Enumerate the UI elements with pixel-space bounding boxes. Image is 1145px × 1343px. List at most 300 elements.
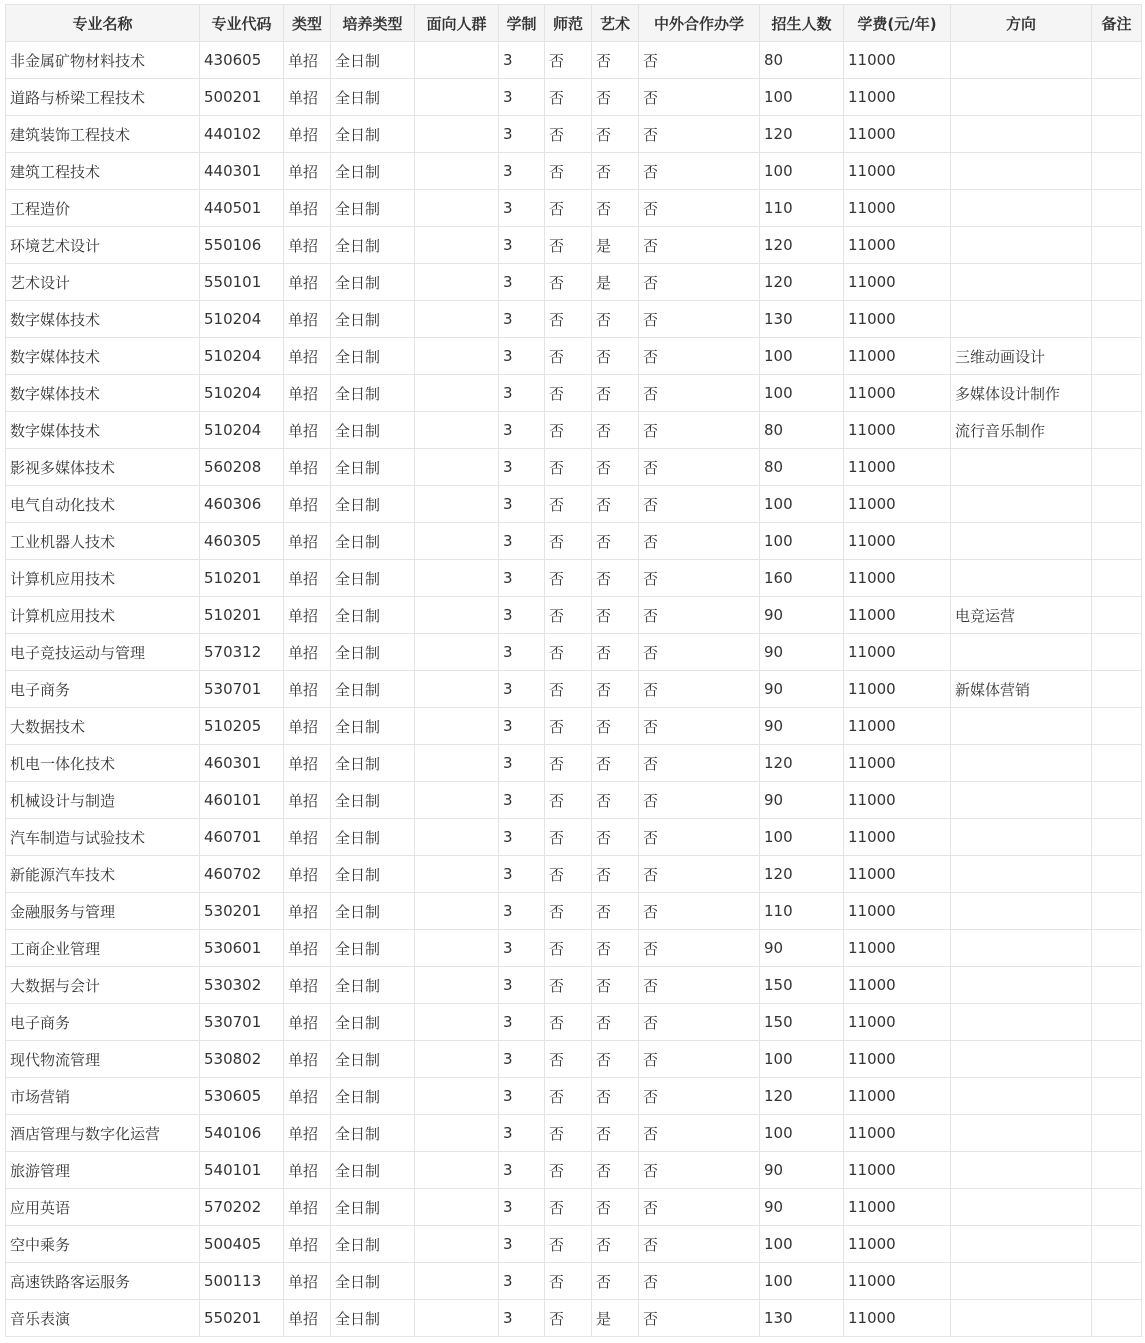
cell-quota: 100 <box>760 375 844 412</box>
cell-enroll-type: 单招 <box>284 301 331 338</box>
cell-sino-foreign: 否 <box>639 153 760 190</box>
cell-tuition: 11000 <box>844 116 951 153</box>
table-row <box>6 523 1142 560</box>
cell-enroll-type: 单招 <box>284 1226 331 1263</box>
cell-major-code: 530601 <box>200 930 284 967</box>
column-header-quota: 招生人数 <box>760 5 844 42</box>
cell-target-group <box>415 1041 499 1078</box>
cell-tuition: 11000 <box>844 1263 951 1300</box>
cell-sino-foreign: 否 <box>639 1152 760 1189</box>
cell-enroll-type: 单招 <box>284 930 331 967</box>
cell-study-mode: 全日制 <box>331 375 415 412</box>
cell-target-group <box>415 301 499 338</box>
cell-remarks <box>1092 1004 1142 1041</box>
cell-direction <box>951 856 1092 893</box>
cell-tuition: 11000 <box>844 745 951 782</box>
cell-major-code: 550101 <box>200 264 284 301</box>
cell-teacher-training: 否 <box>545 1115 592 1152</box>
cell-quota: 80 <box>760 412 844 449</box>
cell-target-group <box>415 227 499 264</box>
cell-remarks <box>1092 42 1142 79</box>
cell-major-code: 510205 <box>200 708 284 745</box>
column-header-sino-foreign: 中外合作办学 <box>639 5 760 42</box>
cell-enroll-type: 单招 <box>284 42 331 79</box>
cell-duration: 3 <box>499 153 545 190</box>
cell-sino-foreign: 否 <box>639 1263 760 1300</box>
cell-target-group <box>415 79 499 116</box>
cell-remarks <box>1092 1263 1142 1300</box>
cell-major-name: 数字媒体技术 <box>6 301 200 338</box>
cell-remarks <box>1092 375 1142 412</box>
cell-art: 否 <box>592 153 639 190</box>
cell-duration: 3 <box>499 930 545 967</box>
cell-remarks <box>1092 227 1142 264</box>
cell-duration: 3 <box>499 597 545 634</box>
cell-sino-foreign: 否 <box>639 671 760 708</box>
cell-enroll-type: 单招 <box>284 523 331 560</box>
cell-target-group <box>415 1263 499 1300</box>
cell-major-code: 460305 <box>200 523 284 560</box>
cell-tuition: 11000 <box>844 782 951 819</box>
cell-duration: 3 <box>499 560 545 597</box>
cell-major-name: 工程造价 <box>6 190 200 227</box>
cell-enroll-type: 单招 <box>284 264 331 301</box>
cell-major-name: 空中乘务 <box>6 1226 200 1263</box>
cell-remarks <box>1092 634 1142 671</box>
cell-study-mode: 全日制 <box>331 486 415 523</box>
cell-tuition: 11000 <box>844 1226 951 1263</box>
table-row <box>6 449 1142 486</box>
cell-teacher-training: 否 <box>545 42 592 79</box>
cell-duration: 3 <box>499 523 545 560</box>
cell-sino-foreign: 否 <box>639 1115 760 1152</box>
cell-enroll-type: 单招 <box>284 153 331 190</box>
cell-sino-foreign: 否 <box>639 634 760 671</box>
cell-direction <box>951 1004 1092 1041</box>
cell-enroll-type: 单招 <box>284 708 331 745</box>
cell-study-mode: 全日制 <box>331 634 415 671</box>
cell-teacher-training: 否 <box>545 560 592 597</box>
cell-tuition: 11000 <box>844 449 951 486</box>
cell-duration: 3 <box>499 1189 545 1226</box>
cell-study-mode: 全日制 <box>331 1152 415 1189</box>
table-row <box>6 745 1142 782</box>
cell-quota: 100 <box>760 79 844 116</box>
cell-quota: 120 <box>760 227 844 264</box>
cell-art: 否 <box>592 1078 639 1115</box>
cell-quota: 100 <box>760 523 844 560</box>
cell-sino-foreign: 否 <box>639 597 760 634</box>
enrollment-table-container <box>5 4 1142 1337</box>
cell-direction <box>951 1115 1092 1152</box>
cell-direction: 三维动画设计 <box>951 338 1092 375</box>
cell-direction: 新媒体营销 <box>951 671 1092 708</box>
cell-tuition: 11000 <box>844 1004 951 1041</box>
cell-major-code: 440501 <box>200 190 284 227</box>
cell-study-mode: 全日制 <box>331 856 415 893</box>
cell-quota: 150 <box>760 967 844 1004</box>
cell-direction <box>951 1226 1092 1263</box>
cell-major-name: 建筑工程技术 <box>6 153 200 190</box>
cell-enroll-type: 单招 <box>284 1115 331 1152</box>
cell-study-mode: 全日制 <box>331 523 415 560</box>
cell-remarks <box>1092 412 1142 449</box>
cell-sino-foreign: 否 <box>639 1226 760 1263</box>
cell-tuition: 11000 <box>844 1115 951 1152</box>
cell-target-group <box>415 893 499 930</box>
cell-duration: 3 <box>499 1263 545 1300</box>
cell-target-group <box>415 116 499 153</box>
cell-quota: 90 <box>760 671 844 708</box>
cell-quota: 110 <box>760 190 844 227</box>
cell-teacher-training: 否 <box>545 264 592 301</box>
cell-major-name: 计算机应用技术 <box>6 560 200 597</box>
cell-study-mode: 全日制 <box>331 338 415 375</box>
cell-major-code: 460301 <box>200 745 284 782</box>
cell-study-mode: 全日制 <box>331 597 415 634</box>
cell-remarks <box>1092 116 1142 153</box>
cell-major-code: 560208 <box>200 449 284 486</box>
cell-duration: 3 <box>499 745 545 782</box>
cell-art: 否 <box>592 190 639 227</box>
cell-target-group <box>415 560 499 597</box>
cell-tuition: 11000 <box>844 634 951 671</box>
cell-sino-foreign: 否 <box>639 782 760 819</box>
cell-quota: 120 <box>760 745 844 782</box>
cell-major-name: 工业机器人技术 <box>6 523 200 560</box>
cell-duration: 3 <box>499 449 545 486</box>
cell-enroll-type: 单招 <box>284 856 331 893</box>
table-row <box>6 79 1142 116</box>
cell-sino-foreign: 否 <box>639 190 760 227</box>
column-header-enroll-type: 类型 <box>284 5 331 42</box>
cell-direction <box>951 42 1092 79</box>
cell-art: 否 <box>592 42 639 79</box>
cell-major-name: 计算机应用技术 <box>6 597 200 634</box>
cell-quota: 90 <box>760 1152 844 1189</box>
cell-major-name: 大数据与会计 <box>6 967 200 1004</box>
cell-art: 否 <box>592 301 639 338</box>
cell-major-code: 530802 <box>200 1041 284 1078</box>
cell-tuition: 11000 <box>844 597 951 634</box>
cell-study-mode: 全日制 <box>331 671 415 708</box>
table-row <box>6 42 1142 79</box>
cell-remarks <box>1092 967 1142 1004</box>
cell-major-code: 510204 <box>200 375 284 412</box>
cell-direction <box>951 819 1092 856</box>
table-row <box>6 1115 1142 1152</box>
cell-major-name: 现代物流管理 <box>6 1041 200 1078</box>
cell-remarks <box>1092 1189 1142 1226</box>
cell-enroll-type: 单招 <box>284 1004 331 1041</box>
cell-major-code: 500113 <box>200 1263 284 1300</box>
cell-duration: 3 <box>499 190 545 227</box>
table-row <box>6 671 1142 708</box>
cell-tuition: 11000 <box>844 227 951 264</box>
cell-quota: 100 <box>760 819 844 856</box>
cell-major-code: 510204 <box>200 301 284 338</box>
cell-major-code: 530701 <box>200 671 284 708</box>
cell-tuition: 11000 <box>844 893 951 930</box>
cell-art: 否 <box>592 1152 639 1189</box>
cell-teacher-training: 否 <box>545 116 592 153</box>
cell-study-mode: 全日制 <box>331 42 415 79</box>
cell-major-name: 汽车制造与试验技术 <box>6 819 200 856</box>
cell-teacher-training: 否 <box>545 634 592 671</box>
cell-direction <box>951 523 1092 560</box>
cell-art: 否 <box>592 1115 639 1152</box>
cell-direction <box>951 264 1092 301</box>
cell-study-mode: 全日制 <box>331 79 415 116</box>
cell-major-name: 数字媒体技术 <box>6 412 200 449</box>
cell-major-code: 550201 <box>200 1300 284 1337</box>
cell-tuition: 11000 <box>844 1078 951 1115</box>
cell-art: 否 <box>592 1041 639 1078</box>
cell-direction <box>951 1189 1092 1226</box>
cell-duration: 3 <box>499 412 545 449</box>
cell-art: 否 <box>592 1226 639 1263</box>
cell-target-group <box>415 1115 499 1152</box>
cell-major-name: 音乐表演 <box>6 1300 200 1337</box>
cell-study-mode: 全日制 <box>331 1115 415 1152</box>
cell-target-group <box>415 1152 499 1189</box>
cell-teacher-training: 否 <box>545 301 592 338</box>
cell-target-group <box>415 856 499 893</box>
cell-direction <box>951 116 1092 153</box>
cell-art: 否 <box>592 597 639 634</box>
cell-teacher-training: 否 <box>545 1189 592 1226</box>
cell-direction <box>951 967 1092 1004</box>
cell-duration: 3 <box>499 1078 545 1115</box>
column-header-duration: 学制 <box>499 5 545 42</box>
cell-major-code: 540101 <box>200 1152 284 1189</box>
cell-remarks <box>1092 264 1142 301</box>
cell-teacher-training: 否 <box>545 1226 592 1263</box>
cell-remarks <box>1092 745 1142 782</box>
cell-major-name: 数字媒体技术 <box>6 338 200 375</box>
cell-sino-foreign: 否 <box>639 708 760 745</box>
cell-duration: 3 <box>499 301 545 338</box>
cell-major-name: 环境艺术设计 <box>6 227 200 264</box>
cell-major-name: 非金属矿物材料技术 <box>6 42 200 79</box>
cell-direction <box>951 1152 1092 1189</box>
cell-target-group <box>415 745 499 782</box>
cell-major-name: 电子商务 <box>6 671 200 708</box>
cell-direction: 多媒体设计制作 <box>951 375 1092 412</box>
cell-tuition: 11000 <box>844 560 951 597</box>
cell-quota: 100 <box>760 1263 844 1300</box>
cell-quota: 110 <box>760 893 844 930</box>
cell-sino-foreign: 否 <box>639 1078 760 1115</box>
cell-tuition: 11000 <box>844 338 951 375</box>
cell-target-group <box>415 1226 499 1263</box>
cell-tuition: 11000 <box>844 1041 951 1078</box>
cell-art: 否 <box>592 1189 639 1226</box>
cell-duration: 3 <box>499 1152 545 1189</box>
cell-remarks <box>1092 79 1142 116</box>
cell-teacher-training: 否 <box>545 1078 592 1115</box>
cell-duration: 3 <box>499 819 545 856</box>
cell-sino-foreign: 否 <box>639 116 760 153</box>
cell-target-group <box>415 449 499 486</box>
column-header-direction: 方向 <box>951 5 1092 42</box>
cell-direction: 电竞运营 <box>951 597 1092 634</box>
cell-sino-foreign: 否 <box>639 819 760 856</box>
cell-tuition: 11000 <box>844 708 951 745</box>
table-row <box>6 264 1142 301</box>
cell-teacher-training: 否 <box>545 597 592 634</box>
cell-direction <box>951 1078 1092 1115</box>
cell-direction <box>951 190 1092 227</box>
cell-major-code: 510204 <box>200 338 284 375</box>
cell-quota: 80 <box>760 449 844 486</box>
cell-enroll-type: 单招 <box>284 1263 331 1300</box>
cell-enroll-type: 单招 <box>284 412 331 449</box>
cell-tuition: 11000 <box>844 967 951 1004</box>
cell-major-name: 道路与桥梁工程技术 <box>6 79 200 116</box>
cell-remarks <box>1092 1115 1142 1152</box>
cell-enroll-type: 单招 <box>284 190 331 227</box>
cell-major-code: 510201 <box>200 597 284 634</box>
cell-direction <box>951 449 1092 486</box>
cell-art: 否 <box>592 708 639 745</box>
cell-remarks <box>1092 597 1142 634</box>
cell-teacher-training: 否 <box>545 967 592 1004</box>
cell-duration: 3 <box>499 227 545 264</box>
cell-sino-foreign: 否 <box>639 893 760 930</box>
cell-sino-foreign: 否 <box>639 375 760 412</box>
cell-enroll-type: 单招 <box>284 449 331 486</box>
cell-tuition: 11000 <box>844 819 951 856</box>
table-row <box>6 782 1142 819</box>
cell-target-group <box>415 708 499 745</box>
cell-teacher-training: 否 <box>545 819 592 856</box>
cell-tuition: 11000 <box>844 153 951 190</box>
cell-tuition: 11000 <box>844 412 951 449</box>
cell-remarks <box>1092 1226 1142 1263</box>
table-row <box>6 1041 1142 1078</box>
cell-remarks <box>1092 560 1142 597</box>
cell-major-name: 影视多媒体技术 <box>6 449 200 486</box>
cell-teacher-training: 否 <box>545 1041 592 1078</box>
cell-major-name: 高速铁路客运服务 <box>6 1263 200 1300</box>
cell-teacher-training: 否 <box>545 856 592 893</box>
cell-target-group <box>415 930 499 967</box>
cell-quota: 130 <box>760 301 844 338</box>
cell-duration: 3 <box>499 79 545 116</box>
cell-target-group <box>415 597 499 634</box>
cell-teacher-training: 否 <box>545 79 592 116</box>
cell-target-group <box>415 967 499 1004</box>
table-header-row <box>6 5 1142 42</box>
column-header-art: 艺术 <box>592 5 639 42</box>
cell-study-mode: 全日制 <box>331 190 415 227</box>
table-row <box>6 153 1142 190</box>
cell-remarks <box>1092 1300 1142 1337</box>
cell-study-mode: 全日制 <box>331 1263 415 1300</box>
cell-remarks <box>1092 190 1142 227</box>
cell-tuition: 11000 <box>844 301 951 338</box>
cell-art: 否 <box>592 1263 639 1300</box>
cell-art: 否 <box>592 523 639 560</box>
cell-sino-foreign: 否 <box>639 1041 760 1078</box>
cell-enroll-type: 单招 <box>284 782 331 819</box>
cell-study-mode: 全日制 <box>331 227 415 264</box>
cell-major-name: 大数据技术 <box>6 708 200 745</box>
cell-target-group <box>415 42 499 79</box>
cell-duration: 3 <box>499 338 545 375</box>
cell-major-code: 530701 <box>200 1004 284 1041</box>
cell-enroll-type: 单招 <box>284 1078 331 1115</box>
cell-quota: 100 <box>760 1115 844 1152</box>
cell-art: 否 <box>592 856 639 893</box>
cell-tuition: 11000 <box>844 1300 951 1337</box>
cell-study-mode: 全日制 <box>331 560 415 597</box>
cell-art: 是 <box>592 1300 639 1337</box>
cell-tuition: 11000 <box>844 79 951 116</box>
cell-direction <box>951 745 1092 782</box>
cell-target-group <box>415 671 499 708</box>
cell-major-code: 500405 <box>200 1226 284 1263</box>
cell-teacher-training: 否 <box>545 153 592 190</box>
cell-target-group <box>415 486 499 523</box>
cell-study-mode: 全日制 <box>331 264 415 301</box>
cell-tuition: 11000 <box>844 523 951 560</box>
table-row <box>6 375 1142 412</box>
cell-sino-foreign: 否 <box>639 486 760 523</box>
cell-art: 否 <box>592 375 639 412</box>
cell-duration: 3 <box>499 1004 545 1041</box>
cell-target-group <box>415 1078 499 1115</box>
cell-art: 否 <box>592 967 639 1004</box>
cell-quota: 100 <box>760 486 844 523</box>
cell-major-code: 460101 <box>200 782 284 819</box>
cell-study-mode: 全日制 <box>331 1226 415 1263</box>
cell-art: 否 <box>592 412 639 449</box>
table-row <box>6 1152 1142 1189</box>
cell-quota: 150 <box>760 1004 844 1041</box>
table-row <box>6 856 1142 893</box>
cell-remarks <box>1092 1041 1142 1078</box>
cell-major-code: 430605 <box>200 42 284 79</box>
table-row <box>6 597 1142 634</box>
cell-sino-foreign: 否 <box>639 264 760 301</box>
cell-teacher-training: 否 <box>545 338 592 375</box>
cell-major-name: 应用英语 <box>6 1189 200 1226</box>
cell-study-mode: 全日制 <box>331 301 415 338</box>
cell-target-group <box>415 1189 499 1226</box>
cell-remarks <box>1092 671 1142 708</box>
cell-quota: 100 <box>760 338 844 375</box>
cell-quota: 100 <box>760 1226 844 1263</box>
cell-art: 否 <box>592 671 639 708</box>
cell-duration: 3 <box>499 708 545 745</box>
cell-study-mode: 全日制 <box>331 1041 415 1078</box>
cell-remarks <box>1092 782 1142 819</box>
cell-art: 否 <box>592 79 639 116</box>
cell-art: 否 <box>592 449 639 486</box>
cell-teacher-training: 否 <box>545 671 592 708</box>
cell-direction <box>951 1041 1092 1078</box>
cell-sino-foreign: 否 <box>639 338 760 375</box>
cell-quota: 130 <box>760 1300 844 1337</box>
cell-direction <box>951 708 1092 745</box>
cell-remarks <box>1092 449 1142 486</box>
cell-tuition: 11000 <box>844 375 951 412</box>
table-row <box>6 819 1142 856</box>
cell-direction <box>951 227 1092 264</box>
cell-duration: 3 <box>499 856 545 893</box>
